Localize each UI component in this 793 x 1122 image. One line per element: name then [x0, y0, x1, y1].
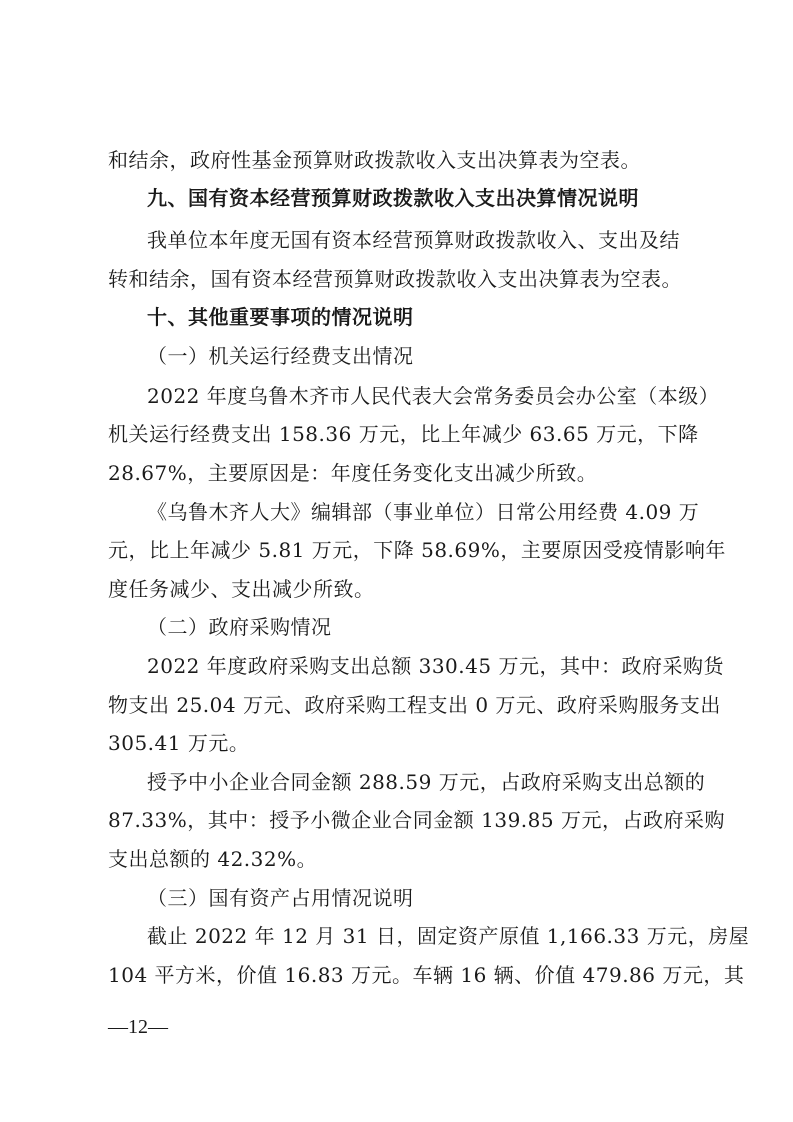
body-text-line: 度任务减少、支出减少所致。	[108, 577, 375, 601]
section-heading-9: 九、国有资本经营预算财政拨款收入支出决算情况说明	[147, 186, 639, 210]
body-text-line: 截止 2022 年 12 月 31 日，固定资产原值 1,166.33 万元，房屋	[147, 924, 750, 948]
subsection-heading-2: （二）政府采购情况	[147, 615, 332, 639]
body-text-line: 2022 年度乌鲁木齐市人民代表大会常务委员会办公室（本级）	[147, 384, 720, 408]
body-text-line: 2022 年度政府采购支出总额 330.45 万元，其中：政府采购货	[147, 654, 724, 678]
subsection-heading-1: （一）机关运行经费支出情况	[147, 344, 414, 368]
body-text-line: 104 平方米，价值 16.83 万元。车辆 16 辆、价值 479.86 万元，其	[108, 963, 745, 987]
body-text-line: 28.67%，主要原因是：年度任务变化支出减少所致。	[108, 461, 598, 485]
body-text-line: 和结余，政府性基金预算财政拨款收入支出决算表为空表。	[108, 148, 641, 172]
body-text-line: 授予中小企业合同金额 288.59 万元，占政府采购支出总额的	[147, 770, 706, 794]
body-text-line: 元，比上年减少 5.81 万元，下降 58.69%，主要原因受疫情影响年	[108, 538, 726, 562]
body-text-line: 机关运行经费支出 158.36 万元，比上年减少 63.65 万元，下降	[108, 422, 699, 446]
body-text-line: 转和结余，国有资本经营预算财政拨款收入支出决算表为空表。	[108, 267, 682, 291]
body-text-line: 我单位本年度无国有资本经营预算财政拨款收入、支出及结	[147, 228, 680, 252]
page-number: —12—	[108, 1016, 168, 1038]
subsection-heading-3: （三）国有资产占用情况说明	[147, 886, 414, 910]
body-text-line: 305.41 万元。	[108, 731, 250, 755]
body-text-line: 支出总额的 42.32%。	[108, 847, 318, 871]
body-text-line: 87.33%，其中：授予小微企业合同金额 139.85 万元，占政府采购	[108, 808, 725, 832]
body-text-line: 物支出 25.04 万元、政府采购工程支出 0 万元、政府采购服务支出	[108, 693, 721, 717]
section-heading-10: 十、其他重要事项的情况说明	[147, 305, 414, 329]
body-text-line: 《乌鲁木齐人大》编辑部（事业单位）日常公用经费 4.09 万	[147, 500, 700, 524]
